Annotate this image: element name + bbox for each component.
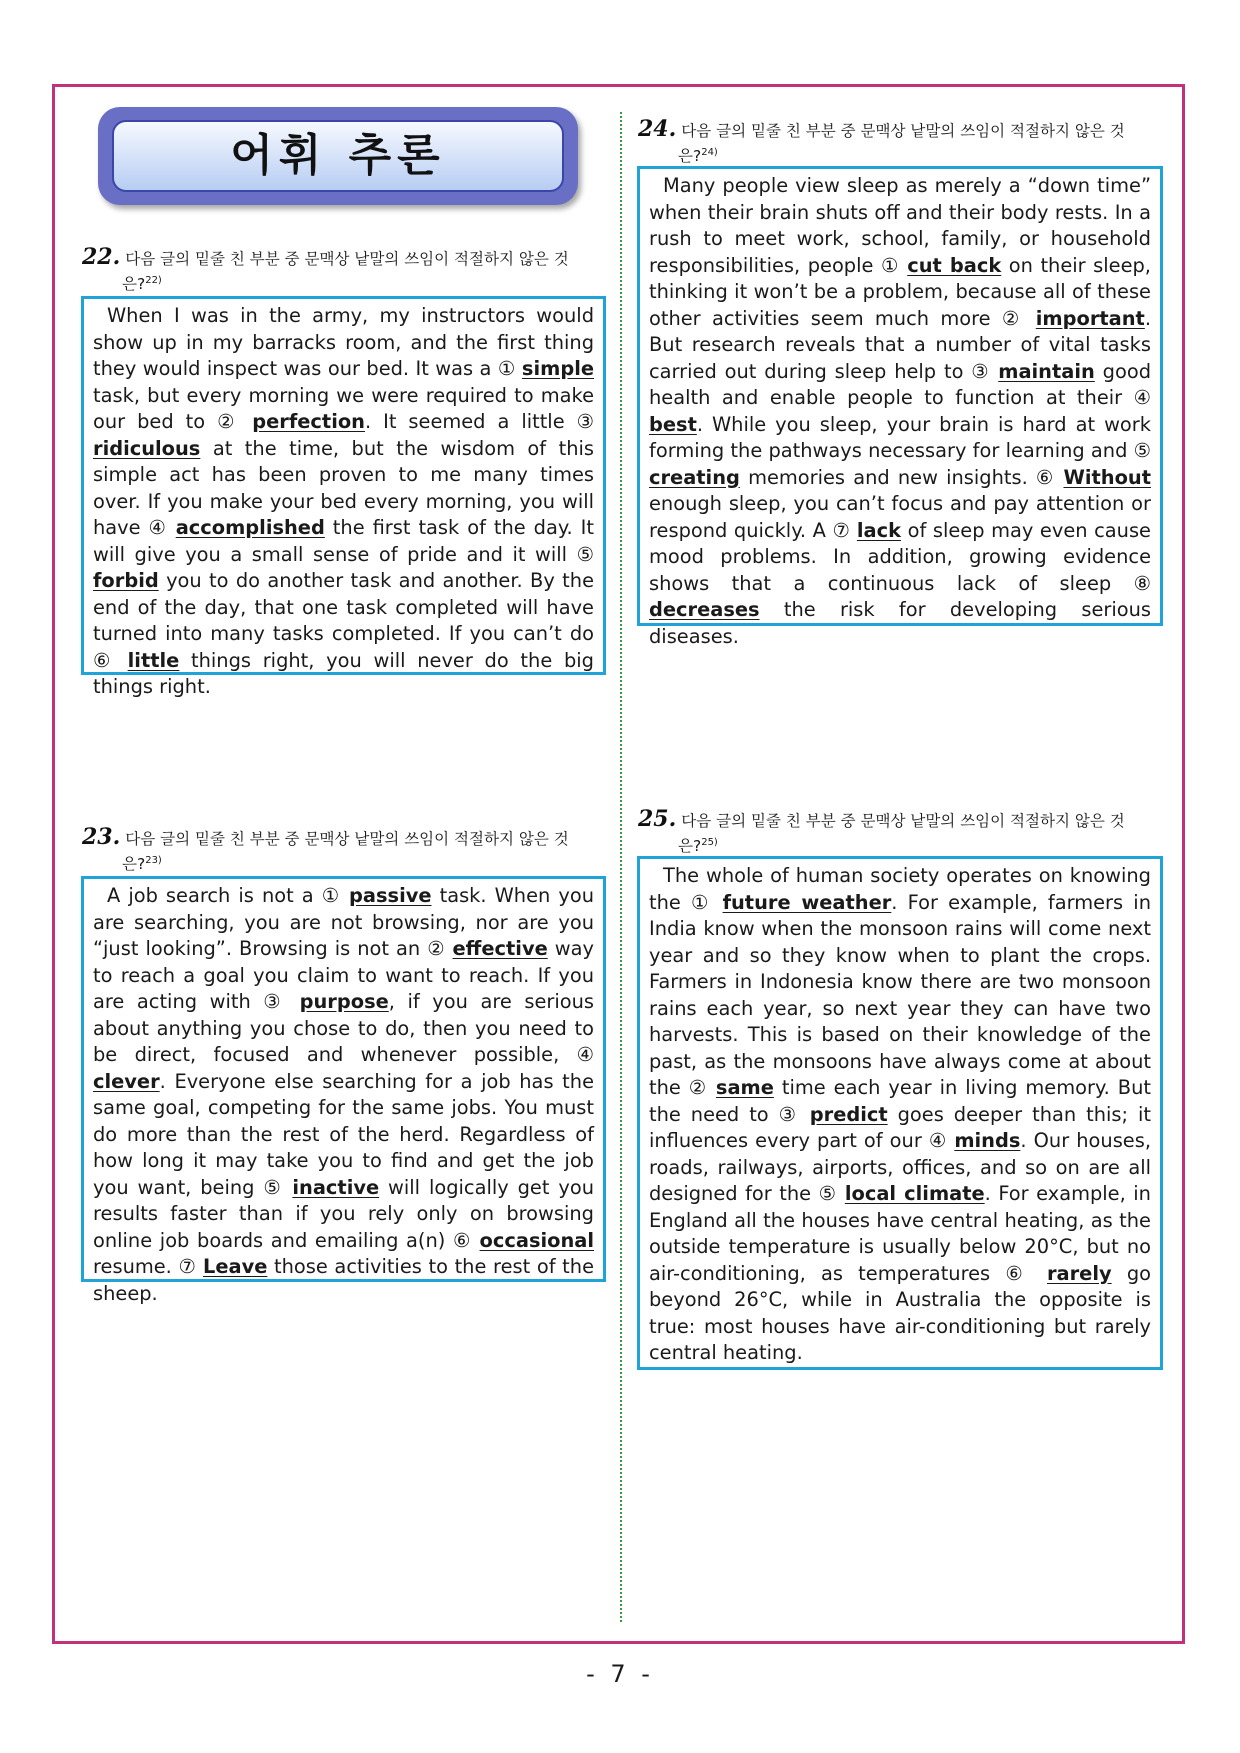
- question-number: 24.: [638, 116, 677, 142]
- underlined-word: purpose: [299, 990, 389, 1013]
- passage-text: you to do another task and another. By the end of the day, that one task completed will have turned into many tasks completed. If you can’t do ⑥: [93, 569, 594, 672]
- passage-text: go beyond 26°C, while in Australia the opposite is true: most houses have air-conditioning but rarely central heating.: [649, 1261, 1151, 1364]
- passage-22: [93, 303, 594, 701]
- question-prompt-end: 은?: [678, 147, 702, 166]
- passage-text: task. When you are searching, you are not browsing, nor are you “just looking”. Browsing is not an ②: [93, 884, 594, 960]
- underlined-word: predict: [809, 1102, 888, 1126]
- question-prompt-end: 은?: [678, 837, 702, 856]
- passage-text: A job search is not a ①: [107, 884, 350, 907]
- underlined-word: important: [1035, 306, 1145, 330]
- underlined-word: little: [127, 648, 180, 672]
- underlined-word: future weather: [722, 890, 892, 914]
- passage-23: [93, 883, 594, 1307]
- underlined-word: minds: [954, 1129, 1021, 1152]
- passage-text: the first task of the day. It will give you a small sense of pride and it will ⑤: [93, 516, 594, 566]
- passage-text: time each year in living memory. But the need to ③: [649, 1076, 1151, 1126]
- underlined-word: Leave: [202, 1255, 268, 1278]
- passage-text: resume. ⑦: [93, 1255, 203, 1278]
- underlined-word: cut back: [907, 253, 1002, 277]
- underlined-word: inactive: [292, 1175, 380, 1199]
- passage-box-24: [637, 166, 1163, 648]
- question-prompt: 다음 글의 밑줄 친 부분 중 문맥상 낱말의 쓰임이 적절하지 않은 것: [125, 250, 569, 268]
- underlined-word: Without: [1063, 465, 1151, 489]
- underlined-word: creating: [649, 465, 740, 489]
- passage-text: , if you are serious about anything you chose to do, then you need to be direct, focused and whenever possible, ④: [93, 990, 595, 1066]
- passage-25: [649, 863, 1151, 1367]
- underlined-word: maintain: [998, 359, 1095, 383]
- question-prompt-end: 은?: [122, 855, 146, 874]
- underlined-word: local climate: [844, 1182, 985, 1205]
- question-number: 23.: [82, 824, 121, 850]
- question-22-header: [82, 246, 602, 295]
- underlined-word: ridiculous: [93, 436, 201, 460]
- underlined-word: clever: [93, 1069, 160, 1093]
- passage-text: task, but every morning we were required to make our bed to ②: [93, 383, 594, 433]
- section-title: 어휘 추론: [230, 130, 446, 181]
- passage-text: goes deeper than this; it influences every part of our ④: [649, 1102, 1151, 1152]
- passage-text: enough sleep, you can’t focus and pay attention or respond quickly. A ⑦: [649, 492, 1151, 542]
- underlined-word: best: [649, 412, 697, 436]
- passage-text: Many people view sleep as merely a “down time” when their brain shuts off and their body rests. In a rush to meet work, school, family, or household responsibilities, people ①: [649, 174, 1151, 277]
- passage-text: . For example, in England all the houses have central heating, as the outside temperature is usually below 20°C, but no air-conditioning, as temperatures ⑥: [649, 1182, 1151, 1285]
- passage-text: will logically get you results faster than if you rely only on browsing online job boards and emailing a(n) ⑥: [93, 1175, 594, 1252]
- underlined-word: effective: [452, 937, 548, 960]
- passage-text: at the time, but the wisdom of this simple act has been proven to me many times over. If you make your bed every morning, you will have ④: [93, 436, 594, 539]
- passage-text: . It seemed a little ③: [364, 410, 594, 433]
- section-title-plate: [112, 120, 564, 192]
- underlined-word: same: [715, 1076, 774, 1099]
- question-24-header: [638, 118, 1166, 167]
- passage-text: good health and enable people to function at their ④: [649, 359, 1152, 409]
- footnote-ref: 24): [701, 147, 718, 158]
- passage-text: those activities to the rest of the sheep.: [93, 1255, 595, 1305]
- question-number: 25.: [638, 806, 677, 832]
- footnote-ref: 23): [145, 855, 162, 866]
- passage-text: . Everyone else searching for a job has the same goal, competing for the same jobs. You must do more than the rest of the herd. Regardless of how long it may take you to find and get the job you want, being ⑤: [93, 1069, 594, 1199]
- passage-text: of sleep may even cause mood problems. In addition, growing evidence shows that a continuous lack of sleep ⑧: [649, 518, 1151, 595]
- question-25-header: [638, 808, 1166, 857]
- passage-text: memories and new insights. ⑥: [739, 465, 1064, 489]
- passage-text: things right, you will never do the big things right.: [93, 648, 594, 698]
- passage-24: [649, 173, 1151, 650]
- passage-text: . But research reveals that a number of vital tasks carried out during sleep help to ③: [649, 306, 1151, 383]
- question-prompt: 다음 글의 밑줄 친 부분 중 문맥상 낱말의 쓰임이 적절하지 않은 것: [681, 812, 1125, 830]
- question-prompt-end: 은?: [122, 275, 146, 294]
- footnote-ref: 22): [145, 275, 162, 286]
- column-divider: [620, 112, 622, 1622]
- question-prompt: 다음 글의 밑줄 친 부분 중 문맥상 낱말의 쓰임이 적절하지 않은 것: [125, 830, 569, 848]
- underlined-word: simple: [521, 357, 594, 380]
- question-prompt: 다음 글의 밑줄 친 부분 중 문맥상 낱말의 쓰임이 적절하지 않은 것: [681, 122, 1125, 140]
- passage-box-23: [81, 876, 606, 1305]
- passage-text: The whole of human society operates on knowing the ①: [649, 864, 1151, 914]
- underlined-word: decreases: [649, 598, 760, 621]
- passage-box-25: [637, 856, 1163, 1370]
- passage-text: . Our houses, roads, railways, airports, offices, and so on are all designed for the ⑤: [649, 1129, 1151, 1205]
- passage-text: . While you sleep, your brain is hard at work forming the pathways necessary for learning and ⑤: [649, 412, 1151, 462]
- page-number: - 7 -: [586, 1660, 654, 1688]
- passage-text: way to reach a goal you claim to want to reach. If you are acting with ③: [93, 937, 594, 1013]
- underlined-word: lack: [856, 518, 901, 542]
- passage-text: When I was in the army, my instructors would show up in my barracks room, and the first thing they would inspect was our bed. It was a ①: [93, 304, 594, 380]
- question-23-header: [82, 826, 602, 875]
- passage-text: . For example, farmers in India know when the monsoon rains will come next year and so they know when to plant the crops. Farmers in Indonesia know there are two monsoon rains each year, so next year they can have two harvests. This is based on their knowledge of the past, as the monsoons have always come at about the ②: [649, 890, 1151, 1099]
- passage-text: the risk for developing serious diseases.: [649, 598, 1151, 648]
- underlined-word: rarely: [1046, 1261, 1112, 1285]
- underlined-word: occasional: [479, 1228, 594, 1252]
- underlined-word: accomplished: [175, 516, 325, 539]
- underlined-word: perfection: [252, 410, 365, 433]
- passage-text: on their sleep, thinking it won’t be a problem, because all of these other activities seem much more ②: [649, 253, 1151, 330]
- footnote-ref: 25): [701, 837, 718, 848]
- underlined-word: forbid: [93, 569, 159, 592]
- underlined-word: passive: [349, 884, 432, 907]
- passage-box-22: [81, 296, 606, 698]
- question-number: 22.: [82, 244, 121, 270]
